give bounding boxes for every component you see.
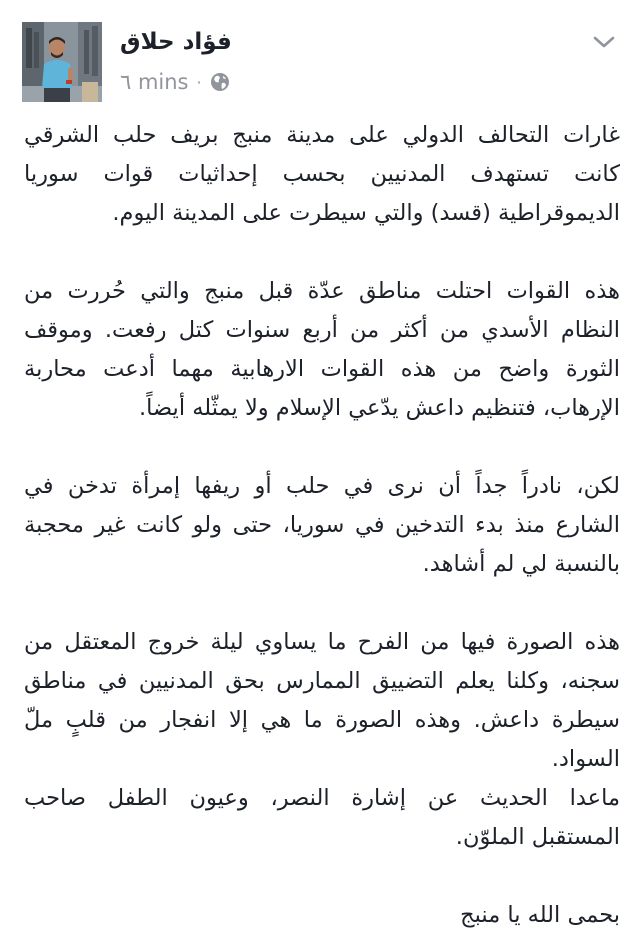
post-paragraph (24, 896, 620, 935)
avatar-photo (22, 22, 102, 102)
text-line: الديموقراطية (قسد) والتي سيطرت على المدينة اليوم. (112, 200, 620, 226)
text-line: هذه الصورة فيها من الفرح ما يساوي ليلة خروج المعتقل من (24, 629, 620, 655)
post-text (24, 116, 620, 935)
post-paragraph (24, 272, 620, 428)
post-header (0, 0, 639, 115)
text-line: كانت تستهدف المدنيين بحسب إحداثيات قوات سوريا (24, 161, 620, 187)
text-line: النظام الأسدي من أكثر من أربع سنوات كتل رفعت. وموقف (24, 317, 620, 343)
text-line: الشارع منذ بدء التدخين في سوريا، حتى ولو كانت غير محجبة (24, 512, 620, 538)
text-line: هذه القوات احتلت مناطق عدّة قبل منبج والتي حُررت من (24, 278, 620, 304)
text-line: سيطرة داعش. وهذه الصورة ما هي إلا انفجار من قلبٍ ملّ (24, 707, 620, 733)
text-line: ماعدا الحديث عن إشارة النصر، وعيون الطفل صاحب (24, 785, 620, 811)
meta-separator: · (196, 72, 202, 92)
post-options-button[interactable] (589, 30, 619, 54)
text-line: بالنسبة لي لم أشاهد. (422, 551, 620, 577)
text-line: الثورة واضح من هذه القوات الارهابية مهما أدعت محاربة (24, 356, 620, 382)
text-line: السواد. (551, 746, 620, 772)
text-line: لكن، نادراً جداً أن نرى في حلب أو ريفها إمرأة تدخن في (24, 473, 620, 499)
author-name[interactable]: فؤاد حلاق (120, 29, 232, 55)
post-timestamp[interactable]: ٦ mins (120, 70, 189, 94)
globe-icon[interactable] (210, 72, 230, 92)
text-line: المستقبل الملوّن. (455, 824, 620, 850)
text-line: غارات التحالف الدولي على مدينة منبج بريف حلب الشرقي (24, 122, 620, 148)
chevron-down-icon (592, 34, 616, 50)
post-paragraph (24, 623, 620, 857)
avatar[interactable] (22, 22, 102, 102)
text-line: سجنه، وكلنا يعلم التضييق الممارس بحق المدنيين في مناطق (24, 668, 620, 694)
post-paragraph (24, 116, 620, 233)
text-line: الإرهاب، فتنظيم داعش يدّعي الإسلام ولا يمثّله أيضاً. (139, 395, 620, 421)
text-line: بحمى الله يا منبج (460, 902, 620, 928)
post-paragraph (24, 467, 620, 584)
post-meta (120, 67, 230, 97)
